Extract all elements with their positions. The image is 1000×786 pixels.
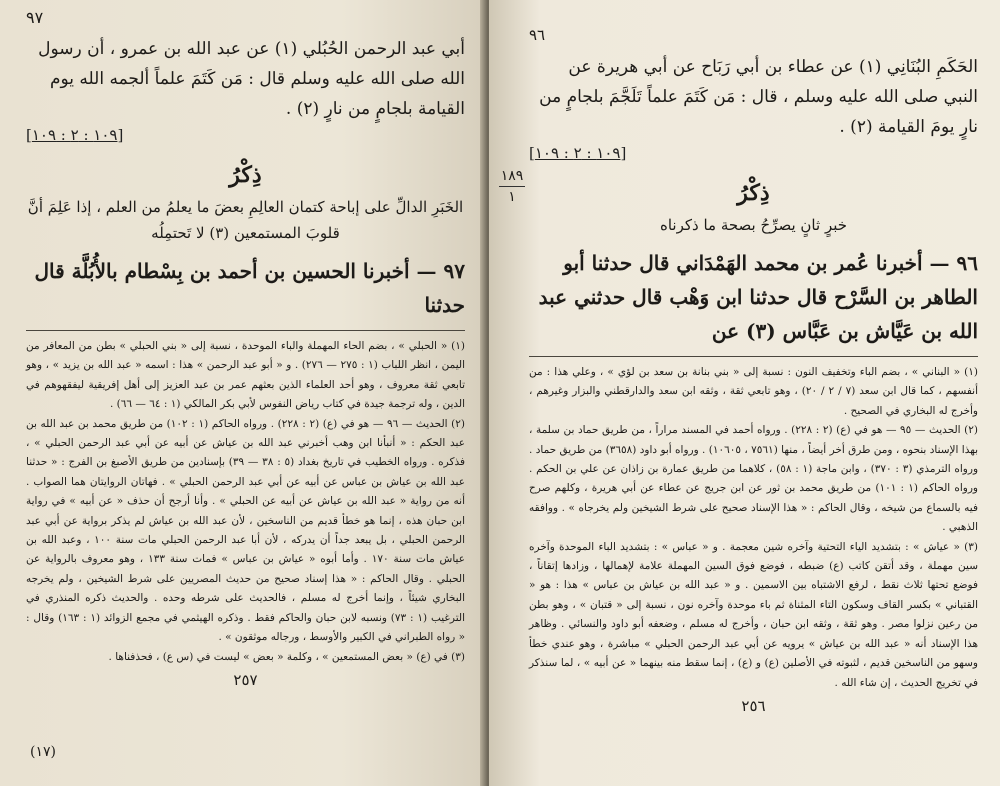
- isnad-chain: ٩٧ — أخبرنا الحسين بن أحمد بن بِسْطام بالأُبُلَّة قال حدثنا: [34, 259, 465, 317]
- right-page: [489, 0, 1000, 786]
- footer-page-number: ٢٥٧: [233, 670, 258, 689]
- footer-page-number: ٢٥٦: [741, 696, 766, 715]
- footnote: (١) « الحبلي » ، بضم الحاء المهملة والباء الموحدة ، نسبة إلى « بني الحبلي » بطن من المعافر من اليمن ، انظر اللباب (١ : ٢٧٥ — ٢٧٦) . و « أبو عبد الرحمن » هذا : اسمه « عبد الله بن يزيد » ، وهو تابعي ثقة معروف ، وهو أحد العلماء الذين بعثهم عمر بن عبد العزيز إلى أهل إفريقية ليفقهوهم في الدين ، وله ترجمة جيدة في كتاب رياض النفوس لأبي بكر المالكي (١ : ٦٤ — ٦٦) .: [26, 340, 465, 411]
- footnote: (١) « البناني » ، بضم الباء وتخفيف النون : نسبة إلى « بني بنانة بن سعد بن لؤي » ، وعلي هذا : من أنفسهم ، كما قال ابن سعد (٧ / ٢ / ٢٠) ، وهو تابعي ثقة ، وثقه ابن سعد والدارقطني والبزار وغيرهم ، وأخرج له البخاري في الصحيح .: [529, 366, 979, 417]
- section-title: ذِكْرُ: [737, 180, 770, 206]
- footnote: (٢) الحديث — ٩٥ — هو في (ع) (٢ : ٢٢٨) . ورواه أحمد في المسند مراراً ، من طريق حماد بن سلمة ، بهذا الإسناد بنحوه ، ومن طرق أخر أيضاً ، منها (٧٥٦١ ، ١٠٦٠٥) . ورواه أبو داود (٣٦٥٨) من طريق حماد . ورواه الترمذي (٣ : ٣٧٠) ، وابن ماجة (١ : ٥٨) ، كلاهما من طريق عمارة بن زاذان عن علي بن الحكم . ورواه الحاكم (١ : ١٠١) من طريق محمد بن ثور عن ابن جريج عن عطاء عن أبي هريرة ، وكلهم صرح فيه بالسماع من شيخه ، وقال الحاكم : « هذا الإسناد صحيح على شرط الشيخين ولم يخرجاه » . ووافقه الذهبي .: [529, 424, 979, 534]
- footnote: (٣) « عياش » : بتشديد الياء التحتية وآخره شين معجمة . و « عباس » : بتشديد الباء الموحدة وآخره سين مهملة ، وقد أتقن كاتب (ع) ضبطه ، فوضع فوق السين المهملة علامة لإهمالها ، وزادها إتقاناً ، فوضع تحتها ثلاث نقط ، لرفع الاشتباه بين الاسمين . و « عبد الله بن عياش بن عباس » هذا : هو « القتباني » بكسر القاف وسكون التاء المثناة ثم باء موحدة وآخره نون ، نسبة إلى « قتبان » ، وهو بطن من رعين نزلوا مصر . وهو ثقة ، وثقه ابن حبان ، وأخرج له مسلم ، وضعفه أبو داود والنسائي . وظاهر هذا الإسناد أنه « عبد الله بن عياش » يرويه عن أبي عبد الرحمن الحبلي » مباشرة ، وهو عندي خطأ وسهو من الناسخين قديم ، لثبوته في الأصلين (ع) و (ع) ، إنما سقط منه بينهما « عن أبيه » ، لما سنذكر في تخريج الحديث ، إن شاء الله .: [529, 540, 978, 689]
- footnote-divider: [529, 356, 978, 357]
- left-page: [0, 0, 487, 786]
- hadith-text: الحَكَمِ البُنَانِي (١) عن عطاء بن أبي رَبَاح عن أبي هريرة عن النبي صلى الله عليه وسلم ، قال : مَن كَتَمَ علماً تَلَجَّمَ بلجامٍ من نارٍ يومَ القيامة (٢) .: [539, 57, 978, 137]
- signature-mark: (١٧): [30, 744, 56, 760]
- section-title: ذِكْرُ: [229, 162, 262, 188]
- page-number: ٩٦: [529, 26, 546, 44]
- hadith-reference: [١٠٩ : ٢ : ١٠٩]: [26, 126, 124, 144]
- footnote-divider: [26, 330, 465, 331]
- footnote: (٢) الحديث — ٩٦ — هو في (ع) (٢ : ٢٢٨) . ورواه الحاكم (١ : ١٠٢) من طريق محمد بن عبد الله بن عبد الحكم : « أنبأنا ابن وهب أخبرني عبد الله بن عياش عن أبيه عن أبي عبد الرحمن الحبلي » ، فذكره . ورواه الخطيب في تاريخ بغداد (٥ : ٣٨ — ٣٩) بإسنادين من طريق الأصبغ بن الفرج : « حدثنا عبد الله بن عياش بن عباس عن أبيه عن أبي عبد الرحمن الحبلي » . فهاتان الروايتان هما الصواب . أنه من رواية « عبد الله بن عياش عن أبيه عن الحبلي » . وأنا أرجح أن حذف « عن أبيه » في رواية ابن حبان هذه ، إنما هو خطأ قديم من الناسخين ، لأن عبد الله بن عياش لم يذكر برواية عن أبي عبد الرحمن الحبلي ، بل يبعد جداً أن يدركه ، لأن أبا عبد الرحمن الحبلي مات سنة ١٠٠ ، وعبد الله بن عياش مات سنة ١٧٠ . وأما أبوه « عياش بن عباس » فمات سنة ١٣٣ ، وهو معروف بالرواية عن الحبلي . وقال الحاكم : « هذا إسناد صحيح من حديث المصريين على شرط الشيخين ، ولم يخرجه البخاري شيئاً ، وإنما أخرج له مسلم ، فالحديث على شرطه وحده . والحديث ذكره المنذري في الترغيب (١ : ٧٣) ونسبه لابن حبان والحاكم فقط . وذكره الهيثمي في مجمع الزوائد (١ : ١٦٣) وقال : « رواه الطبراني في الكبير والأوسط ، ورجاله موثقون » .: [26, 417, 466, 644]
- isnad-chain: ٩٦ — أخبرنا عُمر بن محمد الهَمْدَاني قال حدثنا أبو الطاهر بن السَّرْح قال حدثنا ابن وَهْب قال حدثني عبد الله بن عَيَّاش بن عَبَّاس (٣) عن: [538, 251, 978, 343]
- page-number: ٩٧: [26, 8, 44, 27]
- footnote: (٣) في (ع) « بعض المستمعين » ، وكلمة « بعض » ليست في (س ع) ، فحذفناها .: [108, 650, 465, 663]
- hadith-text: أبي عبد الرحمن الحُبُلي (١) عن عبد الله بن عمرو ، أن رسول الله صلى الله عليه وسلم قال : مَن كَتَمَ علماً ألجمه الله يوم القيامة بلجامٍ من نارٍ (٢) .: [38, 39, 465, 119]
- margin-reference: ١٨٩ ١: [500, 168, 524, 205]
- section-subheading: الخَبَرِ الدالِّ على إباحة كتمان العالِمِ بعضَ ما يعلمُ من العلم ، إذا عَلِمَ أنَّ قلوبَ المستمعين (٣) لا تَحتمِلُه: [27, 198, 464, 242]
- section-subheading: خبرٍ ثانٍ يصرِّحُ بصحة ما ذكرناه: [659, 216, 848, 234]
- hadith-reference: [١٠٩ : ٢ : ١٠٩]: [529, 144, 627, 162]
